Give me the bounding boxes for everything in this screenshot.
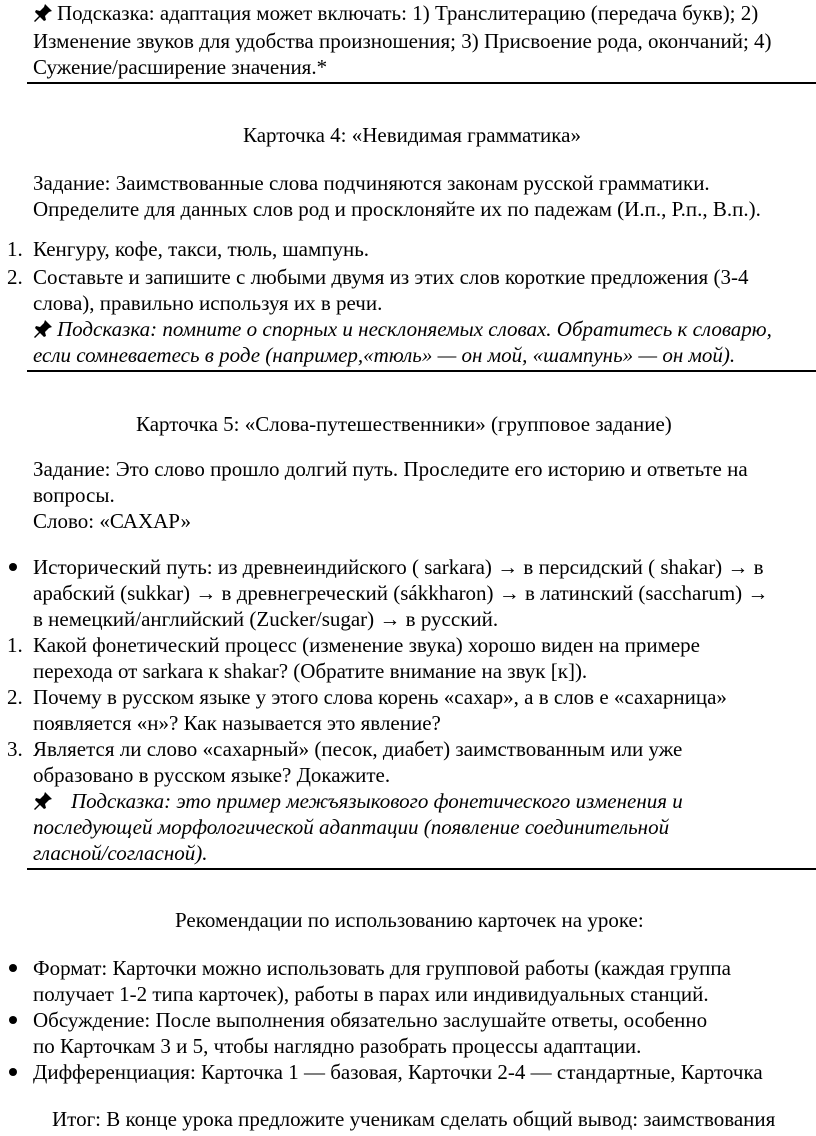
card5-word: Слово: «САХАР»: [33, 509, 192, 533]
card5-q2-number: 2.: [7, 685, 23, 709]
card5-q3-line-1: Является ли слово «сахарный» (песок, диабет) заимствованным или уже: [33, 737, 683, 761]
divider: [27, 82, 816, 84]
card4-hint-line-1: Подсказка: помните о спорных и несклоняемых словах. Обратитесь к словарю,: [33, 316, 772, 342]
recommendation-discussion-line-1: Обсуждение: После выполнения обязательно заслушайте ответы, особенно: [33, 1008, 708, 1032]
top-hint-line-1: Подсказка: адаптация может включать: 1) Транслитерацию (передача букв); 2): [33, 0, 758, 26]
card5-hint-line-2: последующей морфологической адаптации (появление соединительной: [33, 815, 670, 839]
card5-path-line-2: арабский (sukkar) → в древнегреческий (sákkharon) → в латинский (saccharum) →: [33, 581, 769, 605]
card5-q3-number: 3.: [7, 737, 23, 761]
card5-q1-line-2: перехода от sarkara к shakar? (Обратите внимание на звук [к]).: [33, 659, 588, 683]
card4-task-line-1: Задание: Заимствованные слова подчиняются законам русской грамматики.: [33, 171, 710, 195]
card4-item1: Кенгуру, кофе, такси, тюль, шампунь.: [33, 237, 370, 261]
bullet-icon: [9, 964, 17, 972]
summary-line: Итог: В конце урока предложите ученикам сделать общий вывод: заимствования: [52, 1107, 776, 1131]
card4-item2-line-1: Составьте и запишите с любыми двумя из этих слов короткие предложения (3-4: [33, 265, 749, 289]
card4-item1-number: 1.: [7, 237, 23, 261]
card5-q2-line-2: появляется «н»? Как называется это явление?: [33, 711, 441, 735]
card5-hint-line-1: Подсказка: это пример межъязыкового фонетического изменения и: [33, 788, 683, 814]
card5-q1-line-1: Какой фонетический процесс (изменение звука) хорошо виден на примере: [33, 633, 700, 657]
card4-title: Карточка 4: «Невидимая грамматика»: [243, 123, 581, 147]
bullet-icon: [9, 1068, 17, 1076]
recommendation-differentiation-line-1: Дифференциация: Карточка 1 — базовая, Карточки 2-4 — стандартные, Карточка: [33, 1060, 763, 1084]
pushpin-icon: [33, 791, 53, 811]
bullet-icon: [9, 1016, 17, 1024]
card5-path-line-1: Исторический путь: из древнеиндийского ( sarkara) → в персидский ( shakar) → в: [33, 555, 764, 579]
pushpin-icon: [33, 3, 53, 23]
pushpin-icon: [33, 319, 53, 339]
card4-item2-number: 2.: [7, 265, 23, 289]
card4-task-line-2: Определите для данных слов род и просклоняйте их по падежам (И.п., Р.п., В.п.).: [33, 197, 761, 221]
divider: [27, 868, 816, 870]
divider: [27, 370, 816, 372]
card5-q3-line-2: образовано в русском языке? Докажите.: [33, 763, 391, 787]
top-hint-line-3: Сужение/расширение значения.*: [33, 55, 328, 79]
recommendation-format-line-2: получает 1-2 типа карточек), работы в парах или индивидуальных станций.: [33, 982, 709, 1006]
card5-path-line-3: в немецкий/английский (Zucker/sugar) → в русский.: [33, 607, 499, 631]
bullet-icon: [9, 563, 17, 571]
card5-q2-line-1: Почему в русском языке у этого слова корень «сахар», а в слов е «сахарница»: [33, 685, 727, 709]
card4-hint-line-2: если сомневаетесь в роде (например,«тюль» — он мой, «шампунь» — он мой).: [33, 343, 736, 367]
card5-task-line-1: Задание: Это слово прошло долгий путь. Проследите его историю и ответьте на: [33, 457, 748, 481]
recommendation-discussion-line-2: по Карточкам 3 и 5, чтобы наглядно разобрать процессы адаптации.: [33, 1034, 642, 1058]
card4-item2-line-2: слова), правильно используя их в речи.: [33, 291, 383, 315]
card5-title: Карточка 5: «Слова-путешественники» (групповое задание): [136, 412, 672, 436]
recommendations-title: Рекомендации по использованию карточек на уроке:: [175, 908, 644, 932]
recommendation-format-line-1: Формат: Карточки можно использовать для групповой работы (каждая группа: [33, 956, 731, 980]
card5-task-line-2: вопросы.: [33, 483, 115, 507]
card5-q1-number: 1.: [7, 633, 23, 657]
top-hint-line-2: Изменение звуков для удобства произношения; 3) Присвоение рода, окончаний; 4): [33, 29, 772, 53]
card5-hint-line-3: гласной/согласной).: [33, 841, 208, 865]
